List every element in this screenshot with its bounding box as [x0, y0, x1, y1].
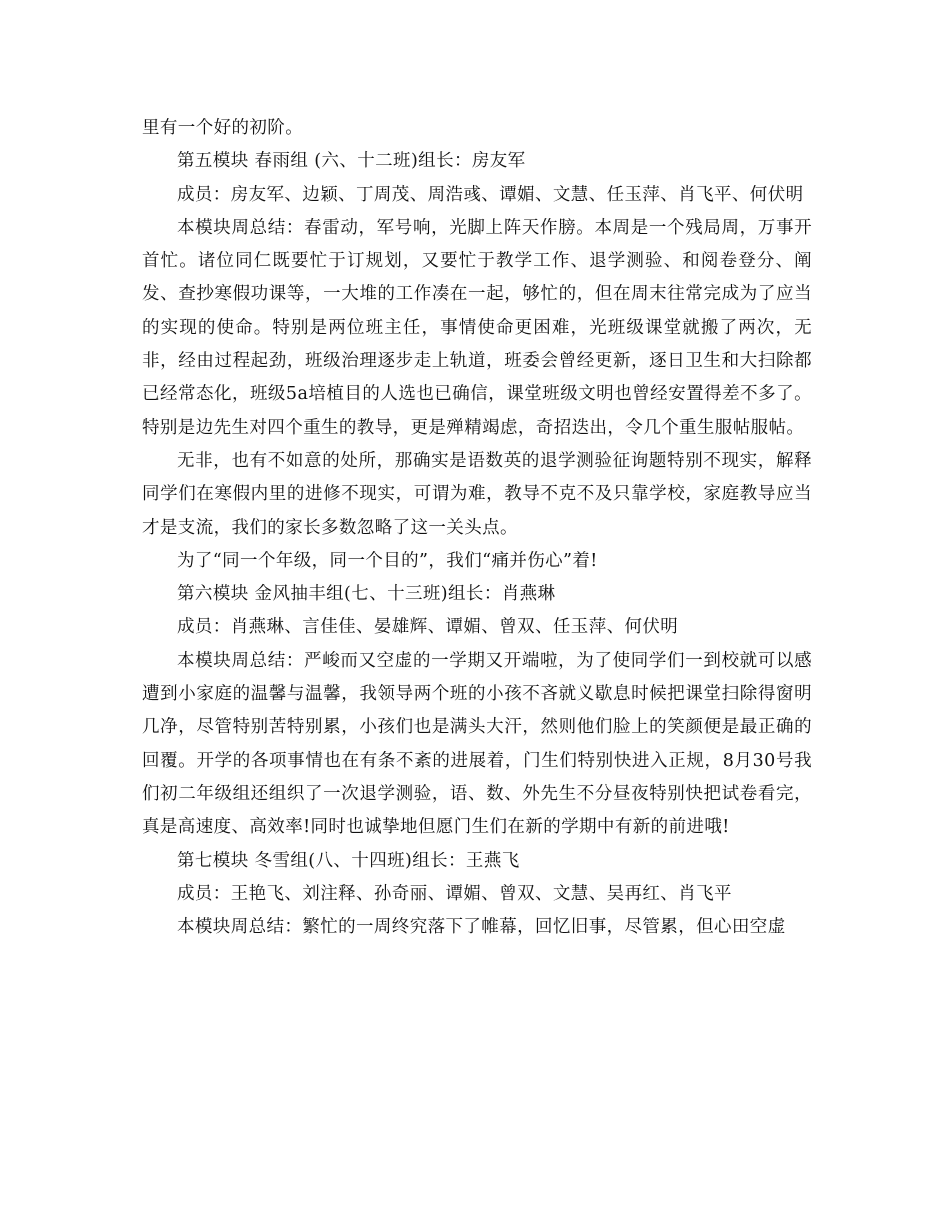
module-five-summary-continued: 无非，也有不如意的处所，那确实是语数英的退学测验征询题特别不现实，解释同学们在寒假内里的进修不现实，可谓为难，教导不克不及只靠学校，家庭教导应当才是支流，我们的家长多数忽略了这一关头点。 — [142, 450, 812, 538]
module-five-summary: 本模块周总结：春雷动，军号响，光脚上阵天作膀。本周是一个残局周，万事开首忙。诸位同仁既要忙于订规划，又要忙于教学工作、退学测验、和阅卷登分、阐发、查抄寒假功课等，一大堆的工作凑在一起，够忙的，但在周末往常完成为了应当的实现的使命。特别是两位班主任，事情使命更困难，光班级课堂就搬了两次，无非，经由过程起劲，班级治理逐步走上轨道，班委会曾经更新，逐日卫生和大扫除都已经常态化，班级5a培植目的人选也已确信，课堂班级文明也曾经安置得差不多了。特别是边先生对四个重生的教导，更是殚精竭虑，奇招迭出，令几个重生服帖服帖。 — [142, 217, 812, 438]
module-six-summary: 本模块周总结：严峻而又空虚的一学期又开端啦，为了使同学们一到校就可以感遭到小家庭的温馨与温馨，我领导两个班的小孩不吝就义歇息时候把课堂扫除得窗明几净，尽管特别苦特别累，小孩们也是满头大汗，然则他们脸上的笑颜便是最正确的回覆。开学的各项事情也在有条不紊的进展着，门生们特别快进入正规，8月30号我们初二年级组还组织了一次退学测验，语、数、外先生不分昼夜特别快把试卷看完，真是高速度、高效率!同时也诚挚地但愿门生们在新的学期中有新的前进哦! — [142, 650, 812, 838]
module-five-heading: 第五模块 春雨组 (六、十二班)组长：房友军 — [177, 151, 526, 172]
paragraph-intro-continuation: 里有一个好的初阶。 — [142, 118, 304, 138]
document-body — [142, 112, 812, 944]
module-five-closing: 为了“同一个年级，同一个目的”，我们“痛并伤心”着! — [177, 550, 598, 571]
module-seven-summary: 本模块周总结：繁忙的一周终究落下了帷幕，回忆旧事，尽管累，但心田空虚 — [177, 917, 786, 938]
module-seven-heading: 第七模块 冬雪组(八、十四班)组长：王燕飞 — [177, 850, 520, 871]
module-six-heading: 第六模块 金风抽丰组(七、十三班)组长：肖燕琳 — [177, 584, 556, 605]
module-six-members: 成员：肖燕琳、言佳佳、晏雄辉、谭媚、曾双、任玉萍、何伏明 — [177, 617, 679, 638]
module-five-members: 成员：房友军、边颖、丁周茂、周浩彧、谭媚、文慧、任玉萍、肖飞平、何伏明 — [177, 184, 804, 205]
module-seven-members: 成员：王艳飞、刘注释、孙奇丽、谭媚、曾双、文慧、吴再红、肖飞平 — [177, 883, 732, 904]
